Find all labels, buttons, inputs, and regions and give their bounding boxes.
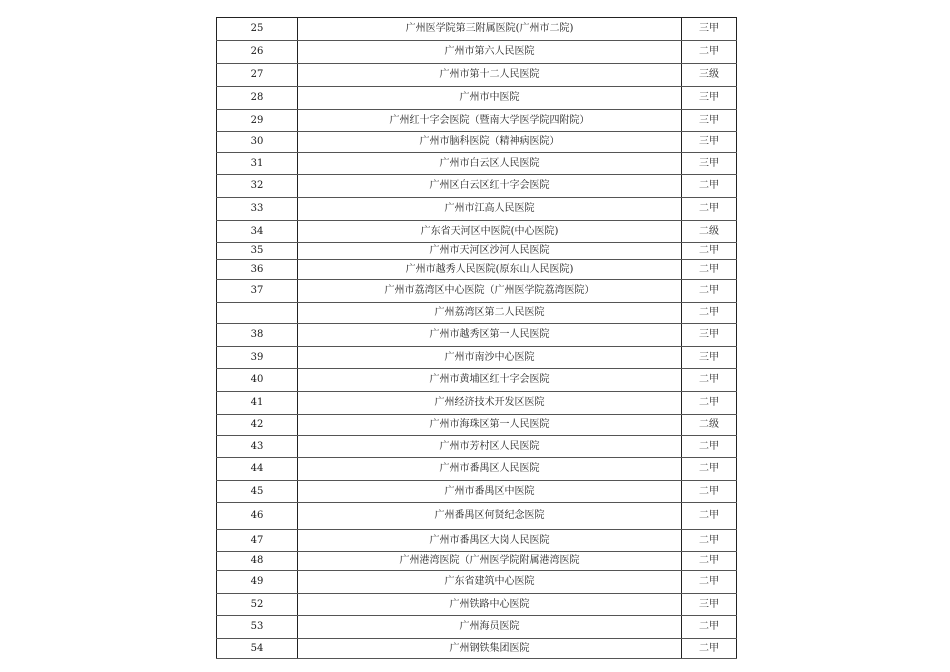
- table-row: [217, 594, 737, 616]
- hospital-grade-cell: 二甲: [682, 303, 737, 324]
- hospital-name-cell: 广州市第十二人民医院: [298, 64, 682, 87]
- table-row: [217, 153, 737, 175]
- hospital-name-cell: 广州市海珠区第一人民医院: [298, 415, 682, 436]
- hospital-grade-cell: 二甲: [682, 260, 737, 280]
- hospital-grade-cell: 二甲: [682, 481, 737, 503]
- row-number-cell: 39: [217, 347, 298, 369]
- hospital-grade-cell: 二甲: [682, 175, 737, 198]
- hospital-name-cell: 广州市江高人民医院: [298, 198, 682, 221]
- table-row: [217, 530, 737, 552]
- row-number-cell: 46: [217, 503, 298, 530]
- hospital-grade-cell: 二甲: [682, 552, 737, 571]
- hospital-grade-cell: 二甲: [682, 41, 737, 64]
- hospital-grade-cell: 三甲: [682, 132, 737, 153]
- table-row: [217, 303, 737, 324]
- row-number-cell: 30: [217, 132, 298, 153]
- row-number-cell: 40: [217, 369, 298, 392]
- row-number-cell: 27: [217, 64, 298, 87]
- table-row: [217, 481, 737, 503]
- hospital-name-cell: 广州海员医院: [298, 616, 682, 639]
- table-row: [217, 175, 737, 198]
- row-number-cell: 29: [217, 110, 298, 132]
- hospital-name-cell: 广州医学院第三附属医院(广州市二院): [298, 18, 682, 41]
- hospital-name-cell: 广州红十字会医院（暨南大学医学院四附院）: [298, 110, 682, 132]
- hospital-name-cell: 广州市番禺区人民医院: [298, 458, 682, 481]
- hospital-grade-cell: 三甲: [682, 110, 737, 132]
- hospital-grade-cell: 三级: [682, 64, 737, 87]
- hospital-name-cell: 广州市南沙中心医院: [298, 347, 682, 369]
- hospital-name-cell: 广州市第六人民医院: [298, 41, 682, 64]
- hospital-name-cell: 广州市黄埔区红十字会医院: [298, 369, 682, 392]
- row-number-cell: 37: [217, 280, 298, 303]
- table-row: [217, 324, 737, 347]
- row-number-cell: 34: [217, 221, 298, 243]
- hospital-name-cell: 广东省天河区中医院(中心医院): [298, 221, 682, 243]
- hospital-grade-cell: 二甲: [682, 198, 737, 221]
- table-row: [217, 392, 737, 415]
- row-number-cell: 28: [217, 87, 298, 110]
- hospital-grade-cell: 二甲: [682, 392, 737, 415]
- hospital-name-cell: 广州市荔湾区中心医院（广州医学院荔湾医院）: [298, 280, 682, 303]
- hospital-grade-cell: 三甲: [682, 347, 737, 369]
- hospital-grade-cell: 二甲: [682, 458, 737, 481]
- table-row: [217, 616, 737, 639]
- table-row: [217, 347, 737, 369]
- row-number-cell: 42: [217, 415, 298, 436]
- table-row: [217, 280, 737, 303]
- hospital-grade-cell: 二甲: [682, 503, 737, 530]
- row-number-cell: 25: [217, 18, 298, 41]
- row-number-cell: 53: [217, 616, 298, 639]
- hospital-grade-cell: 二级: [682, 415, 737, 436]
- table-row: [217, 221, 737, 243]
- row-number-cell: 35: [217, 243, 298, 260]
- hospital-grade-cell: 二甲: [682, 639, 737, 659]
- hospital-grade-cell: 三甲: [682, 324, 737, 347]
- hospital-name-cell: 广州市越秀区第一人民医院: [298, 324, 682, 347]
- table-row: [217, 639, 737, 659]
- row-number-cell: 31: [217, 153, 298, 175]
- row-number-cell: 47: [217, 530, 298, 552]
- table-row: [217, 110, 737, 132]
- hospital-name-cell: 广州市越秀人民医院(原东山人民医院): [298, 260, 682, 280]
- hospital-name-cell: 广东省建筑中心医院: [298, 571, 682, 594]
- row-number-cell: 52: [217, 594, 298, 616]
- hospital-name-cell: 广州番禺区何贤纪念医院: [298, 503, 682, 530]
- table-row: [217, 41, 737, 64]
- hospital-name-cell: 广州钢铁集团医院: [298, 639, 682, 659]
- hospital-name-cell: 广州市中医院: [298, 87, 682, 110]
- hospital-table-body: [217, 18, 737, 659]
- row-number-cell: 38: [217, 324, 298, 347]
- table-row: [217, 87, 737, 110]
- hospital-name-cell: 广州港湾医院（广州医学院附属港湾医院: [298, 552, 682, 571]
- row-number-cell: 44: [217, 458, 298, 481]
- table-row: [217, 64, 737, 87]
- row-number-cell: 36: [217, 260, 298, 280]
- hospital-grade-cell: 二甲: [682, 280, 737, 303]
- table-row: [217, 198, 737, 221]
- row-number-cell: 32: [217, 175, 298, 198]
- row-number-cell: 49: [217, 571, 298, 594]
- row-number-cell: [217, 303, 298, 324]
- table-row: [217, 260, 737, 280]
- row-number-cell: 45: [217, 481, 298, 503]
- table-row: [217, 132, 737, 153]
- hospital-grade-cell: 二甲: [682, 616, 737, 639]
- table-row: [217, 415, 737, 436]
- table-row: [217, 458, 737, 481]
- table-row: [217, 571, 737, 594]
- hospital-grade-cell: 二甲: [682, 243, 737, 260]
- table-row: [217, 18, 737, 41]
- hospital-grade-cell: 三甲: [682, 87, 737, 110]
- hospital-name-cell: 广州市脑科医院（精神病医院）: [298, 132, 682, 153]
- row-number-cell: 33: [217, 198, 298, 221]
- hospital-grade-cell: 二甲: [682, 571, 737, 594]
- hospital-name-cell: 广州区白云区红十字会医院: [298, 175, 682, 198]
- hospital-grade-cell: 二甲: [682, 436, 737, 458]
- hospital-name-cell: 广州市芳村区人民医院: [298, 436, 682, 458]
- table-row: [217, 243, 737, 260]
- table-row: [217, 552, 737, 571]
- hospital-name-cell: 广州市白云区人民医院: [298, 153, 682, 175]
- row-number-cell: 41: [217, 392, 298, 415]
- row-number-cell: 43: [217, 436, 298, 458]
- hospital-table-sheet: [216, 17, 736, 659]
- hospital-name-cell: 广州市番禺区大岗人民医院: [298, 530, 682, 552]
- table-row: [217, 436, 737, 458]
- hospital-grade-cell: 三甲: [682, 18, 737, 41]
- row-number-cell: 26: [217, 41, 298, 64]
- hospital-grade-cell: 三甲: [682, 153, 737, 175]
- hospital-name-cell: 广州荔湾区第二人民医院: [298, 303, 682, 324]
- hospital-grade-cell: 二甲: [682, 530, 737, 552]
- row-number-cell: 48: [217, 552, 298, 571]
- hospital-grade-cell: 二甲: [682, 369, 737, 392]
- hospital-name-cell: 广州市番禺区中医院: [298, 481, 682, 503]
- table-row: [217, 369, 737, 392]
- hospital-name-cell: 广州市天河区沙河人民医院: [298, 243, 682, 260]
- hospital-name-cell: 广州经济技术开发区医院: [298, 392, 682, 415]
- hospital-grade-cell: 二级: [682, 221, 737, 243]
- table-row: [217, 503, 737, 530]
- hospital-table: [216, 17, 737, 659]
- hospital-grade-cell: 三甲: [682, 594, 737, 616]
- hospital-name-cell: 广州铁路中心医院: [298, 594, 682, 616]
- row-number-cell: 54: [217, 639, 298, 659]
